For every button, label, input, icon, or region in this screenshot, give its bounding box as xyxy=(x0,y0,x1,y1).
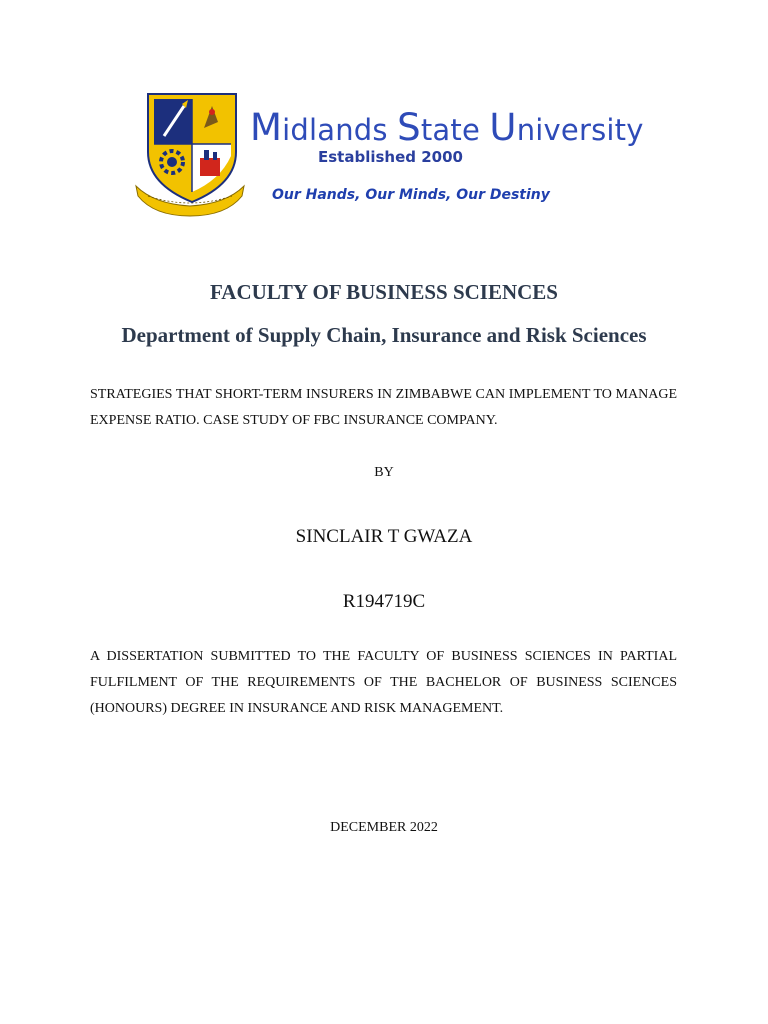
university-name-segment: idlands xyxy=(282,113,398,147)
university-name-initial: M xyxy=(250,106,283,149)
university-name-initial: S xyxy=(397,106,421,149)
university-name-segment: niversity xyxy=(516,113,644,147)
established-year: Established 2000 xyxy=(318,148,463,166)
by-label: BY xyxy=(374,465,394,480)
university-name-initial: U xyxy=(489,106,517,149)
submission-statement: A DISSERTATION SUBMITTED TO THE FACULTY OF BUSINESS SCIENCES IN PARTIAL FULFILMENT OF THE REQUIREMENTS OF THE BACHELOR OF BUSINESS SCIENCES (HONOURS) DEGREE IN INSURANCE AND RISK MANAGEMENT. xyxy=(90,649,677,716)
faculty-heading: FACULTY OF BUSINESS SCIENCES xyxy=(210,280,558,304)
university-name xyxy=(250,106,644,149)
university-motto: Our Hands, Our Minds, Our Destiny xyxy=(272,187,550,203)
submission-date: DECEMBER 2022 xyxy=(330,820,438,835)
dissertation-title: STRATEGIES THAT SHORT-TERM INSURERS IN ZIMBABWE CAN IMPLEMENT TO MANAGE EXPENSE RATIO. CASE STUDY OF FBC INSURANCE COMPANY. xyxy=(90,387,677,428)
registration-number: R194719C xyxy=(342,591,426,612)
university-crest-icon xyxy=(134,92,246,218)
author-name: SINCLAIR T GWAZA xyxy=(295,526,473,547)
department-heading: Department of Supply Chain, Insurance and Risk Sciences xyxy=(121,323,647,347)
university-name-segment: tate xyxy=(420,113,490,147)
